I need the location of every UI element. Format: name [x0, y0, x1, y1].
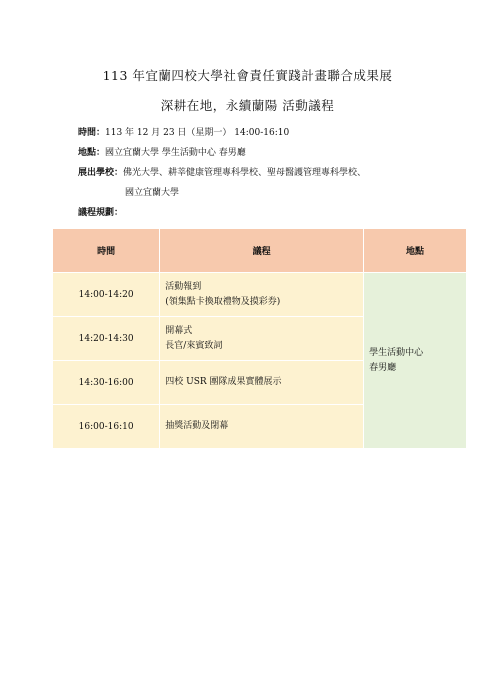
header-item: 議程 — [160, 229, 364, 273]
time-info — [78, 127, 289, 139]
time-value: 113 年 12 月 23 日（星期一） 14:00-16:10 — [105, 128, 290, 138]
agenda-table — [52, 228, 467, 449]
place-cell — [364, 273, 467, 449]
schools-line2: 國立宜蘭大學 — [125, 188, 180, 198]
venue-value: 國立宜蘭大學 學生活動中心 春男廳 — [105, 148, 246, 158]
row-item — [160, 317, 364, 361]
schools-line1: 佛光大學、耕莘健康管理專科學校、聖母醫護管理專科學校、 — [123, 168, 367, 178]
agenda-label — [78, 207, 123, 219]
venue-label: 地點： — [78, 148, 106, 158]
row-item — [160, 273, 364, 317]
row-time: 16:00-16:10 — [53, 405, 160, 449]
row-time: 14:30-16:00 — [53, 361, 160, 405]
row-item-line1: 活動報到 — [165, 281, 202, 292]
row-item-line1: 抽獎活動及閉幕 — [165, 421, 229, 431]
row-time: 14:20-14:30 — [53, 317, 160, 361]
table-header-row — [53, 229, 467, 273]
row-item-line1: 開幕式 — [165, 325, 193, 336]
place-line2: 春男廳 — [369, 362, 397, 373]
header-place: 地點 — [364, 229, 467, 273]
schools-label: 展出學校： — [78, 168, 124, 178]
document-subtitle: 深耕在地，永續蘭陽 活動議程 — [160, 98, 335, 113]
row-item — [160, 361, 364, 405]
row-item-line2: (領集點卡換取禮物及摸彩券) — [165, 296, 281, 307]
row-item — [160, 405, 364, 449]
table-row — [53, 273, 467, 317]
row-item-line2: 長官/來賓致詞 — [165, 340, 223, 351]
row-item-line1: 四校 USR 團隊成果實體展示 — [165, 377, 282, 387]
venue-info — [78, 147, 246, 159]
agenda-label-text: 議程規劃： — [78, 208, 124, 218]
header-time: 時間 — [53, 229, 160, 273]
place-line1: 學生活動中心 — [369, 347, 424, 358]
document-title: 113 年宜蘭四校大學社會責任實踐計畫聯合成果展 — [102, 68, 393, 83]
time-label: 時間： — [78, 128, 106, 138]
schools-info — [78, 167, 366, 179]
row-time: 14:00-14:20 — [53, 273, 160, 317]
